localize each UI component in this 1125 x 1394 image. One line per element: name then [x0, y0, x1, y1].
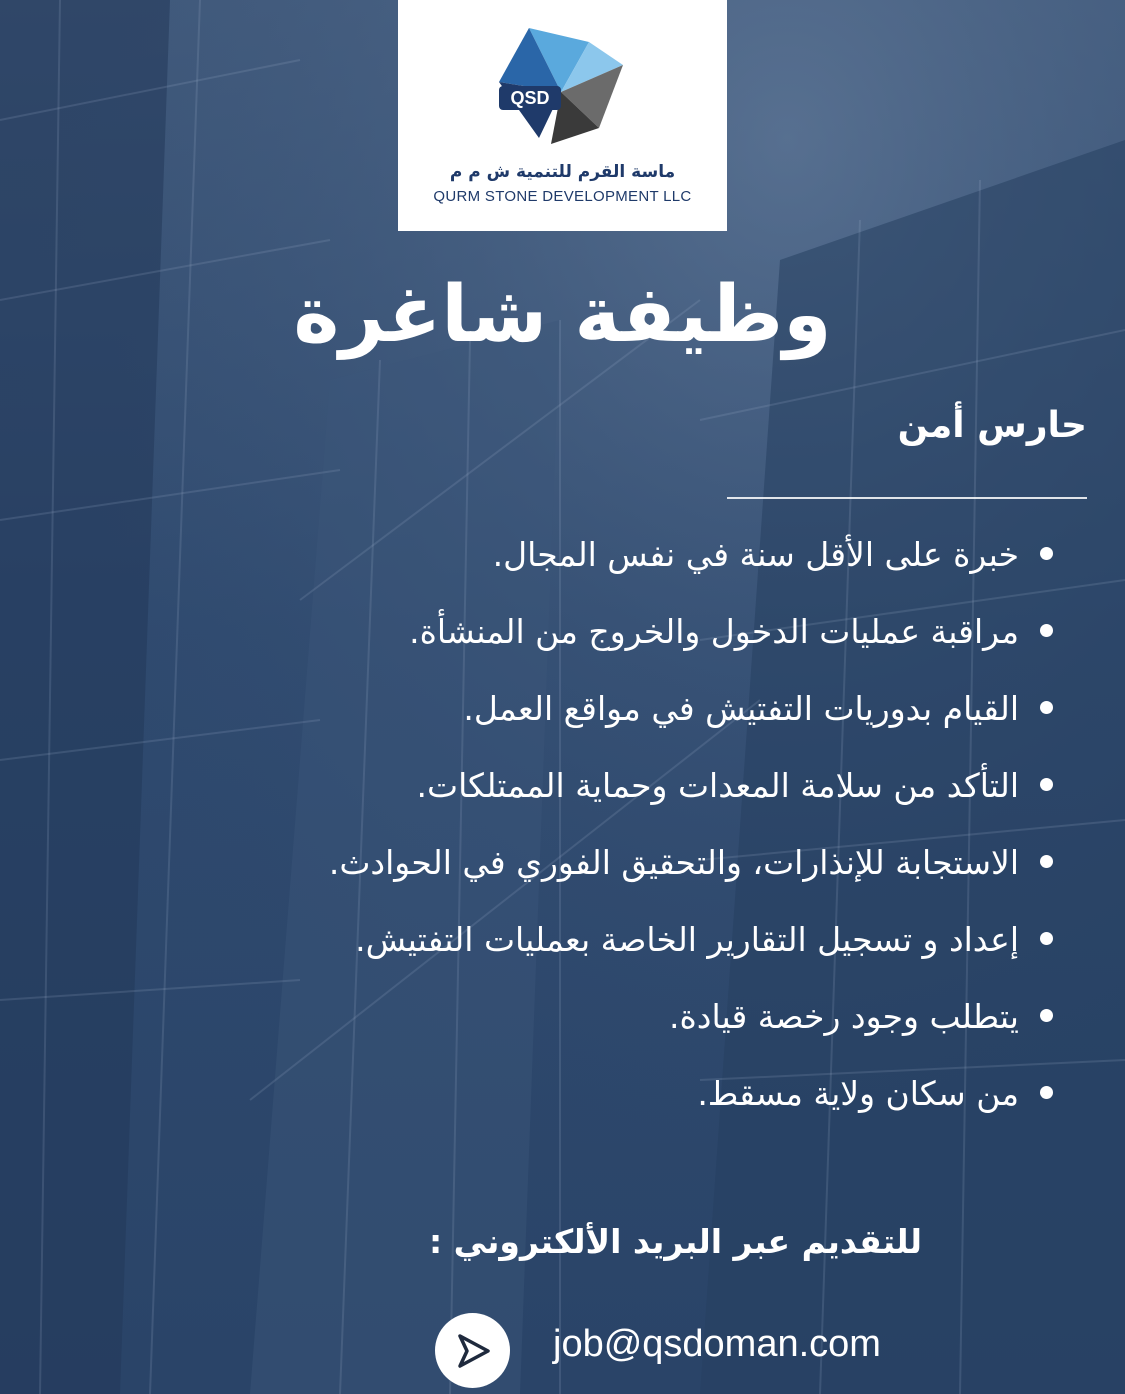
logo-arabic-name: ماسة القرم للتنمية ش م م [449, 162, 676, 182]
send-arrow-icon[interactable] [435, 1313, 510, 1388]
list-item [153, 912, 1053, 989]
bullet-icon [1040, 701, 1053, 714]
list-item [153, 835, 1053, 912]
requirement-text: الاستجابة للإنذارات، والتحقيق الفوري في الحوادث. [328, 843, 1019, 882]
email-row[interactable] [435, 1313, 955, 1388]
bullet-icon [1040, 1086, 1053, 1099]
requirement-text: إعداد و تسجيل التقارير الخاصة بعمليات التفتيش. [355, 920, 1019, 959]
logo-english-name: QURM STONE DEVELOPMENT LLC [433, 188, 692, 205]
diamond-logo-icon [491, 20, 631, 150]
list-item [153, 604, 1053, 681]
list-item [153, 989, 1053, 1066]
divider [727, 497, 1087, 499]
email-link[interactable]: job@qsdoman.com [553, 1323, 881, 1365]
bullet-icon [1040, 1009, 1053, 1022]
requirement-text: التأكد من سلامة المعدات وحماية الممتلكات. [416, 766, 1019, 805]
requirement-text: من سكان ولاية مسقط. [697, 1074, 1019, 1113]
list-item [153, 758, 1053, 835]
bullet-icon [1040, 624, 1053, 637]
bullet-icon [1040, 855, 1053, 868]
requirement-text: يتطلب وجود رخصة قيادة. [669, 997, 1019, 1036]
list-item [153, 1066, 1053, 1143]
page-title: وظيفة شاغرة [293, 270, 832, 360]
logo-badge-text: QSD [510, 88, 550, 108]
apply-label: للتقديم عبر البريد الألكتروني : [428, 1222, 922, 1261]
requirement-text: مراقبة عمليات الدخول والخروج من المنشأة. [409, 612, 1019, 651]
bullet-icon [1040, 932, 1053, 945]
requirements-list [153, 527, 1053, 1143]
requirement-text: خبرة على الأقل سنة في نفس المجال. [492, 535, 1019, 574]
bullet-icon [1040, 547, 1053, 560]
requirement-text: القيام بدوريات التفتيش في مواقع العمل. [463, 689, 1019, 728]
company-logo-card [398, 0, 727, 231]
list-item [153, 681, 1053, 758]
job-title: حارس أمن [897, 405, 1087, 446]
bullet-icon [1040, 778, 1053, 791]
list-item [153, 527, 1053, 604]
